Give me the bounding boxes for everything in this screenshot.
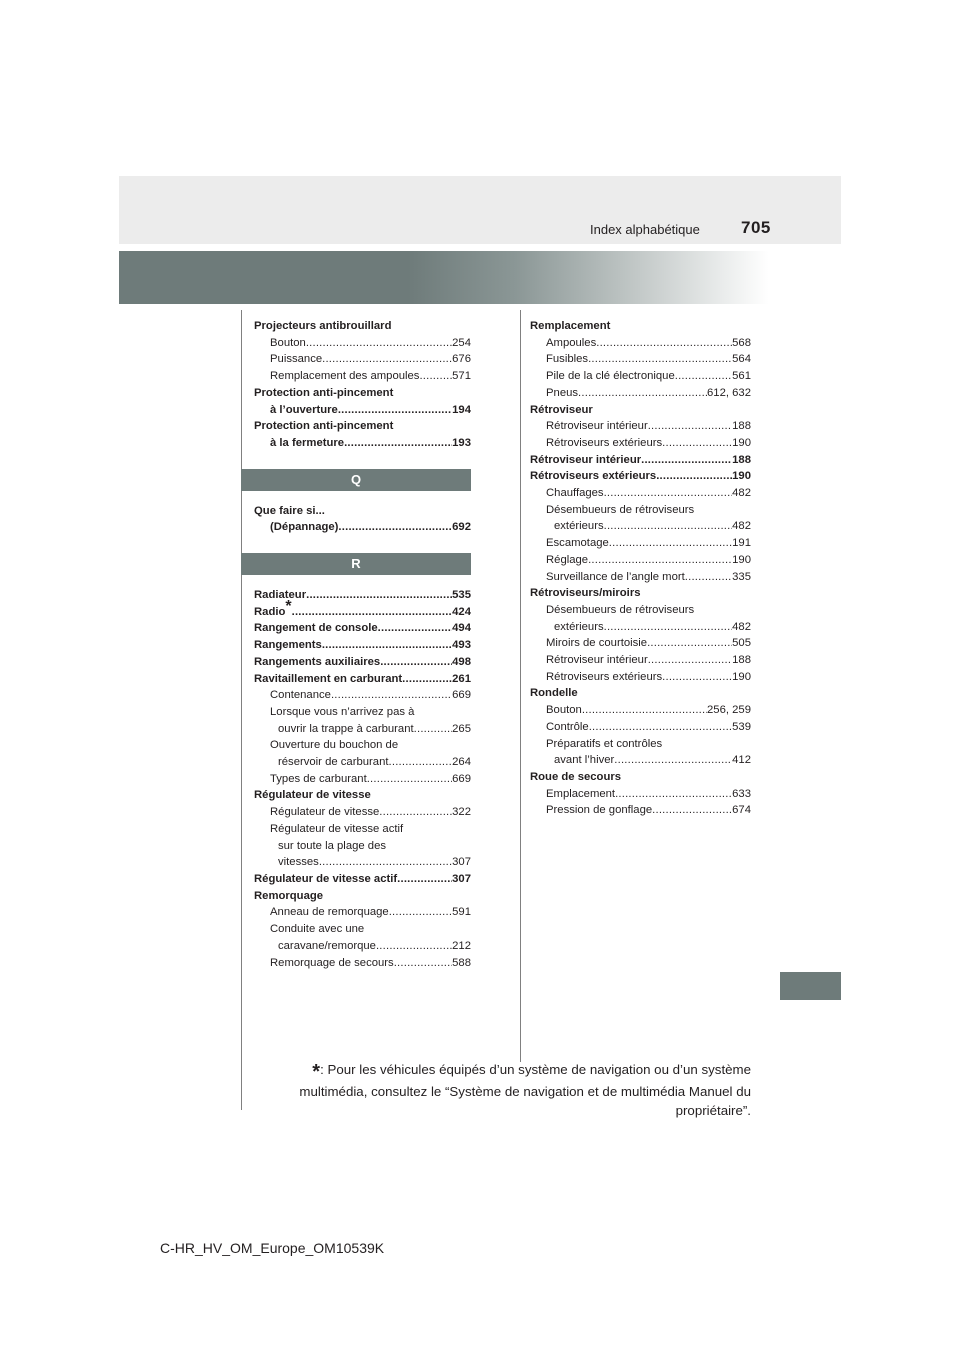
header-background bbox=[119, 176, 841, 244]
index-entry bbox=[254, 804, 471, 821]
index-entry bbox=[530, 368, 751, 385]
index-entry-text: vitesses bbox=[278, 856, 319, 869]
index-entry-text: Projecteurs antibrouillard bbox=[254, 320, 392, 332]
dot-leader bbox=[614, 752, 732, 769]
page-reference: 190 bbox=[732, 436, 751, 449]
dot-leader bbox=[662, 669, 732, 686]
index-entry-text: Rétroviseur intérieur bbox=[530, 453, 642, 466]
left-margin-rule bbox=[241, 310, 242, 1110]
page-reference: 588 bbox=[452, 956, 471, 969]
index-group-q bbox=[254, 503, 471, 536]
index-entry bbox=[254, 955, 471, 972]
index-entry bbox=[254, 871, 471, 888]
dot-leader bbox=[380, 654, 452, 671]
index-entry-text: réservoir de carburant bbox=[278, 756, 389, 769]
page-reference: 539 bbox=[732, 720, 751, 733]
index-entry bbox=[254, 368, 471, 385]
page-reference: 564 bbox=[732, 353, 751, 366]
page-reference: 190 bbox=[732, 670, 751, 683]
dot-leader bbox=[604, 518, 733, 535]
page-reference: 571 bbox=[452, 370, 471, 383]
index-entry bbox=[530, 535, 751, 552]
index-entry bbox=[530, 335, 751, 352]
page-reference: 561 bbox=[732, 370, 751, 383]
page-reference: 307 bbox=[452, 872, 471, 885]
index-entry bbox=[254, 435, 471, 452]
index-entry-text: à la fermeture bbox=[270, 436, 345, 449]
letter-heading-r: R bbox=[241, 553, 471, 575]
index-entry bbox=[254, 704, 471, 721]
index-entry-text: Ravitaillement en carburant bbox=[254, 672, 403, 685]
index-entry-text: Bouton bbox=[546, 704, 582, 717]
dot-leader bbox=[322, 637, 452, 654]
dot-leader bbox=[648, 652, 732, 669]
index-entry bbox=[254, 938, 471, 955]
dot-leader bbox=[596, 335, 732, 352]
index-entry-text: Protection anti-pincement bbox=[254, 420, 394, 433]
page-reference: 412 bbox=[732, 754, 751, 767]
page-reference: 188 bbox=[732, 420, 751, 433]
index-entry-text: sur toute la plage des bbox=[278, 839, 387, 852]
dot-leader bbox=[376, 938, 452, 955]
page-reference: 612, 632 bbox=[707, 386, 751, 399]
section-title: Index alphabétique bbox=[590, 222, 700, 237]
index-entry-text: Protection anti-pincement bbox=[254, 386, 394, 399]
index-entry-text: Rétroviseurs/miroirs bbox=[530, 587, 641, 600]
page-reference: 261 bbox=[452, 672, 471, 685]
dot-leader bbox=[378, 620, 452, 637]
index-entry bbox=[530, 635, 751, 652]
index-entry bbox=[254, 503, 471, 520]
index-entry-text: Pile de la clé électronique bbox=[546, 370, 675, 383]
index-entry bbox=[254, 335, 471, 352]
index-group-r bbox=[254, 587, 471, 971]
index-entry bbox=[530, 619, 751, 636]
chapter-side-tab bbox=[780, 972, 841, 1000]
index-entry-text: Contenance bbox=[270, 689, 331, 702]
footnote-marker: * bbox=[285, 597, 292, 615]
index-entry bbox=[530, 318, 751, 335]
index-entry-text: Rangements bbox=[254, 639, 322, 652]
index-entry-text: Conduite avec une bbox=[270, 923, 365, 936]
index-entry-text: Ouverture du bouchon de bbox=[270, 739, 399, 752]
index-entry-text: Rétroviseurs extérieurs bbox=[546, 670, 663, 683]
page-reference: 265 bbox=[452, 722, 471, 735]
index-entry-text: ouvrir la trappe à carburant bbox=[278, 722, 414, 735]
index-entry-text: Surveillance de l’angle mort bbox=[546, 570, 685, 583]
dot-leader bbox=[588, 552, 732, 569]
index-entry-text: Fusibles bbox=[546, 353, 589, 366]
page-reference: 193 bbox=[452, 436, 471, 449]
index-entry-text: Roue de secours bbox=[530, 770, 622, 783]
index-entry-text: Que faire si... bbox=[254, 504, 325, 517]
page-reference: 335 bbox=[732, 570, 751, 583]
index-entry-text: avant l’hiver bbox=[554, 754, 615, 767]
index-entry bbox=[254, 888, 471, 905]
dot-leader bbox=[609, 535, 732, 552]
index-entry bbox=[254, 904, 471, 921]
index-entry bbox=[254, 687, 471, 704]
index-entry-text: Chauffages bbox=[546, 487, 604, 500]
page-reference: 188 bbox=[732, 654, 751, 667]
page-reference: 591 bbox=[452, 906, 471, 919]
dot-leader bbox=[588, 351, 732, 368]
index-entry-text: Régulateur de vitesse actif bbox=[270, 822, 404, 835]
index-entry-text: Anneau de remorquage bbox=[270, 906, 389, 919]
page-reference: 669 bbox=[452, 772, 471, 785]
index-entry bbox=[530, 518, 751, 535]
dot-leader bbox=[685, 569, 732, 586]
index-entry bbox=[254, 854, 471, 871]
index-entry-text: Pneus bbox=[546, 386, 579, 399]
index-entry bbox=[530, 468, 751, 485]
dot-leader bbox=[306, 587, 452, 604]
index-entry bbox=[254, 787, 471, 804]
index-entry bbox=[530, 786, 751, 803]
index-entry bbox=[530, 502, 751, 519]
index-entry bbox=[254, 721, 471, 738]
page-reference: 493 bbox=[452, 639, 471, 652]
index-entry-text: Puissance bbox=[270, 353, 323, 366]
index-entry bbox=[254, 597, 471, 621]
index-entry-text: (Dépannage) bbox=[270, 521, 339, 534]
index-entry bbox=[254, 519, 471, 536]
index-entry-text: à l’ouverture bbox=[270, 403, 338, 416]
dot-leader bbox=[578, 385, 707, 402]
index-entry bbox=[530, 802, 751, 819]
page-reference: 494 bbox=[452, 622, 471, 635]
index-group-r-continued bbox=[530, 318, 751, 819]
page-reference: 505 bbox=[732, 637, 751, 650]
dot-leader bbox=[647, 635, 732, 652]
index-entry bbox=[530, 585, 751, 602]
index-entry bbox=[530, 452, 751, 469]
index-entry bbox=[530, 402, 751, 419]
page-reference: 676 bbox=[452, 353, 471, 366]
index-entry bbox=[530, 351, 751, 368]
dot-leader bbox=[319, 854, 452, 871]
dot-leader bbox=[589, 719, 732, 736]
page-reference: 535 bbox=[452, 589, 471, 602]
dot-leader bbox=[379, 804, 452, 821]
index-entry bbox=[254, 351, 471, 368]
index-entry-text: Rétroviseur intérieur bbox=[546, 654, 648, 667]
page-reference: 307 bbox=[452, 856, 471, 869]
index-entry-text: Réglage bbox=[546, 553, 589, 566]
dot-leader bbox=[344, 435, 452, 452]
index-entry bbox=[254, 671, 471, 688]
page-reference: 322 bbox=[452, 806, 471, 819]
dot-leader bbox=[419, 368, 452, 385]
index-entry bbox=[254, 921, 471, 938]
index-entry-text: Remplacement bbox=[530, 320, 611, 332]
index-entry bbox=[530, 702, 751, 719]
index-entry bbox=[254, 838, 471, 855]
index-entry bbox=[530, 669, 751, 686]
index-entry bbox=[530, 736, 751, 753]
page-reference: 498 bbox=[452, 655, 471, 668]
index-entry-text: Rétroviseur bbox=[530, 403, 593, 416]
dot-leader bbox=[389, 754, 453, 771]
index-entry bbox=[530, 719, 751, 736]
footnote-text: : Pour les véhicules équipés d’un système de navigation ou d’un système multimédia, consultez le “Système de navigation et de multimédia Manuel du propriétaire”. bbox=[299, 1062, 751, 1118]
document-code: C-HR_HV_OM_Europe_OM10539K bbox=[160, 1240, 385, 1256]
index-entry bbox=[530, 435, 751, 452]
page-reference: 482 bbox=[732, 620, 751, 633]
index-entry-text: Régulateur de vitesse bbox=[270, 806, 380, 819]
index-entry-text: Lorsque vous n’arrivez pas à bbox=[270, 705, 415, 718]
dot-leader bbox=[675, 368, 732, 385]
dot-leader bbox=[582, 702, 707, 719]
index-entry-text: Rétroviseurs extérieurs bbox=[530, 470, 657, 483]
index-entry-text: Désembueurs de rétroviseurs bbox=[546, 503, 695, 516]
index-entry-text: Ampoules bbox=[546, 336, 597, 349]
index-entry bbox=[530, 769, 751, 786]
page-reference: 692 bbox=[452, 521, 471, 534]
dot-leader bbox=[652, 802, 732, 819]
dot-leader bbox=[656, 468, 732, 485]
index-entry bbox=[530, 569, 751, 586]
dot-leader bbox=[414, 721, 453, 738]
column-divider bbox=[520, 310, 521, 1062]
index-entry-text: extérieurs bbox=[554, 520, 604, 533]
index-entry bbox=[254, 821, 471, 838]
page-reference: 264 bbox=[452, 756, 471, 769]
index-group-p bbox=[254, 318, 471, 452]
dot-leader bbox=[394, 955, 452, 972]
index-entry-text: Emplacement bbox=[546, 787, 616, 800]
index-entry-text: Rangement de console bbox=[254, 622, 378, 635]
index-entry-text: Contrôle bbox=[546, 720, 589, 733]
page-reference: 568 bbox=[732, 336, 751, 349]
index-entry bbox=[254, 318, 471, 335]
dot-leader bbox=[331, 687, 452, 704]
index-entry bbox=[254, 771, 471, 788]
index-entry-text: Préparatifs et contrôles bbox=[546, 737, 663, 750]
index-column-right bbox=[530, 318, 751, 819]
dot-leader bbox=[322, 351, 452, 368]
dot-leader bbox=[306, 335, 452, 352]
page-reference: 633 bbox=[732, 787, 751, 800]
dot-leader bbox=[641, 452, 732, 469]
dot-leader bbox=[397, 871, 452, 888]
dot-leader bbox=[648, 418, 732, 435]
index-entry bbox=[530, 602, 751, 619]
index-entry bbox=[530, 752, 751, 769]
index-entry-text: Rétroviseurs extérieurs bbox=[546, 436, 663, 449]
dot-leader bbox=[604, 485, 733, 502]
page-reference: 191 bbox=[732, 537, 751, 550]
index-entry-text: Types de carburant bbox=[270, 772, 367, 785]
footnote-star: * bbox=[312, 1061, 321, 1083]
dot-leader bbox=[604, 619, 733, 636]
page-reference: 482 bbox=[732, 487, 751, 500]
page-reference: 194 bbox=[452, 403, 471, 416]
index-entry-text: Régulateur de vitesse bbox=[254, 789, 371, 802]
index-entry bbox=[530, 652, 751, 669]
index-entry-text: Pression de gonflage bbox=[546, 804, 653, 817]
index-entry-text: Rondelle bbox=[530, 687, 578, 700]
page-reference: 482 bbox=[732, 520, 751, 533]
index-entry-text: Miroirs de courtoisie bbox=[546, 637, 648, 650]
index-entry bbox=[530, 418, 751, 435]
index-entry bbox=[254, 737, 471, 754]
index-entry-text: caravane/remorque bbox=[278, 939, 376, 952]
dot-leader bbox=[367, 771, 452, 788]
letter-heading-q: Q bbox=[241, 469, 471, 491]
index-entry-text: Désembueurs de rétroviseurs bbox=[546, 603, 695, 616]
dot-leader bbox=[338, 519, 452, 536]
page-reference: 256, 259 bbox=[707, 704, 751, 717]
index-entry-text: Rétroviseur intérieur bbox=[546, 420, 648, 433]
footnote bbox=[270, 1060, 751, 1120]
index-entry-text: Remplacement des ampoules bbox=[270, 370, 420, 383]
index-entry bbox=[254, 620, 471, 637]
index-entry bbox=[530, 685, 751, 702]
dot-leader bbox=[615, 786, 732, 803]
header-banner bbox=[119, 251, 841, 304]
index-entry bbox=[254, 654, 471, 671]
page-reference: 674 bbox=[732, 804, 751, 817]
index-entry bbox=[530, 485, 751, 502]
index-entry bbox=[530, 552, 751, 569]
index-entry-text: Escamotage bbox=[546, 537, 609, 550]
index-entry bbox=[254, 637, 471, 654]
index-entry-text: extérieurs bbox=[554, 620, 604, 633]
index-entry-text: Bouton bbox=[270, 336, 306, 349]
dot-leader bbox=[389, 904, 452, 921]
page-reference: 212 bbox=[452, 939, 471, 952]
index-entry bbox=[254, 754, 471, 771]
page-reference: 190 bbox=[732, 470, 751, 483]
index-entry bbox=[254, 385, 471, 402]
index-entry-text: Rangements auxiliaires bbox=[254, 655, 381, 668]
page-number: 705 bbox=[741, 218, 771, 237]
dot-leader bbox=[662, 435, 732, 452]
index-entry bbox=[254, 418, 471, 435]
index-entry-text: Régulateur de vitesse actif bbox=[254, 872, 398, 885]
index-entry bbox=[530, 385, 751, 402]
page-reference: 254 bbox=[452, 336, 471, 349]
dot-leader bbox=[292, 604, 453, 621]
index-entry-text: Remorquage bbox=[254, 889, 324, 902]
index-entry-text: Radiateur bbox=[254, 589, 307, 602]
page-reference: 188 bbox=[732, 453, 751, 466]
page-reference: 424 bbox=[452, 605, 471, 618]
index-entry-text: Remorquage de secours bbox=[270, 956, 394, 969]
index-column-left bbox=[254, 318, 471, 971]
index-entry bbox=[254, 402, 471, 419]
page-reference: 669 bbox=[452, 689, 471, 702]
dot-leader bbox=[338, 402, 452, 419]
page-reference: 190 bbox=[732, 553, 751, 566]
dot-leader bbox=[402, 671, 452, 688]
index-entry-text: Radio* bbox=[254, 597, 292, 618]
